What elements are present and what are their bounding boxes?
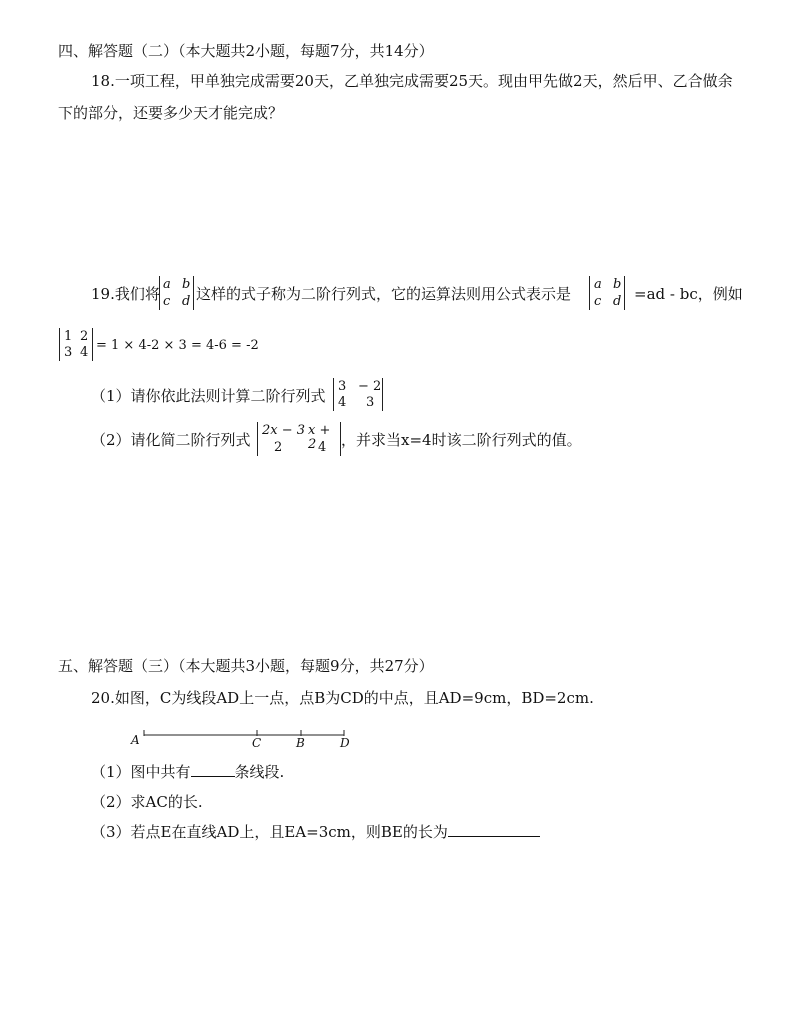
det-cell-a: 2x − 3 — [262, 423, 306, 438]
q19-example-determinant — [59, 328, 93, 361]
det-cell-b: − 2 — [358, 379, 382, 394]
q20-part3-text: （3）若点E在直线AD上，且EA=3cm，则BE的长为 — [91, 823, 448, 841]
point-label-d: D — [340, 736, 350, 750]
q20-part3-answer-blank[interactable] — [448, 836, 540, 837]
q20-part1-answer-blank[interactable] — [191, 776, 235, 777]
q19-example-calculation: = 1 × 4-2 × 3 = 4-6 = -2 — [96, 338, 259, 353]
q18-text-line2: 下的部分，还要多少天才能完成？ — [58, 104, 284, 122]
det-cell-d: d — [182, 294, 191, 309]
q19-part1-determinant — [333, 378, 383, 411]
segment-figure — [130, 726, 360, 752]
det-cell-d: 4 — [80, 345, 89, 360]
det-cell-c: c — [163, 294, 171, 309]
det-cell-a: 3 — [338, 379, 347, 394]
point-label-c: C — [252, 736, 262, 750]
q20-part1 — [91, 762, 284, 782]
point-label-b: B — [296, 736, 305, 750]
det-cell-c: 2 — [274, 440, 283, 455]
q20-intro: 20.如图，C为线段AD上一点，点B为CD的中点，且AD=9cm，BD=2cm. — [91, 689, 594, 707]
det-cell-b: b — [613, 277, 622, 292]
q19-description: 这样的式子称为二阶行列式，它的运算法则用公式表示是 — [196, 285, 572, 303]
det-cell-c: 3 — [64, 345, 73, 360]
det-cell-c: c — [594, 294, 602, 309]
q19-formula: =ad - bc，例如 — [634, 285, 743, 303]
det-cell-b: 2 — [80, 329, 89, 344]
det-cell-d: 3 — [366, 395, 375, 410]
segment-line-diagram — [130, 726, 360, 752]
det-cell-b: x + 2 — [308, 423, 331, 452]
q20-part3 — [91, 822, 540, 842]
q20-part1-text-b: 条线段. — [234, 763, 285, 781]
q19-general-determinant — [159, 276, 194, 310]
det-cell-d: 4 — [318, 440, 327, 455]
q19-part2-label: （2）请化简二阶行列式 — [91, 431, 251, 449]
det-cell-d: d — [613, 294, 622, 309]
section-4-heading: 四、解答题（二）（本大题共2小题，每题7分，共14分） — [58, 42, 434, 60]
det-cell-a: a — [594, 277, 602, 292]
q20-part1-text-a: （1）图中共有 — [91, 763, 191, 781]
section-5-heading: 五、解答题（三）（本大题共3小题，每题9分，共27分） — [58, 657, 434, 675]
q19-part1-label: （1）请你依此法则计算二阶行列式 — [91, 387, 326, 405]
q19-part2-determinant — [257, 422, 341, 456]
q19-formula-determinant — [589, 276, 625, 310]
point-label-a: A — [131, 733, 140, 747]
det-cell-b: b — [182, 277, 191, 292]
det-cell-a: a — [163, 277, 171, 292]
q20-part2: （2）求AC的长. — [91, 793, 203, 811]
q18-text-line1: 18.一项工程，甲单独完成需要20天，乙单独完成需要25天。现由甲先做2天，然后甲、乙合做余 — [91, 72, 733, 90]
det-cell-a: 1 — [64, 329, 73, 344]
q19-prefix: 19.我们将 — [91, 285, 160, 303]
det-cell-c: 4 — [338, 395, 347, 410]
q19-part2-suffix: ，并求当x=4时该二阶行列式的值。 — [341, 431, 582, 449]
